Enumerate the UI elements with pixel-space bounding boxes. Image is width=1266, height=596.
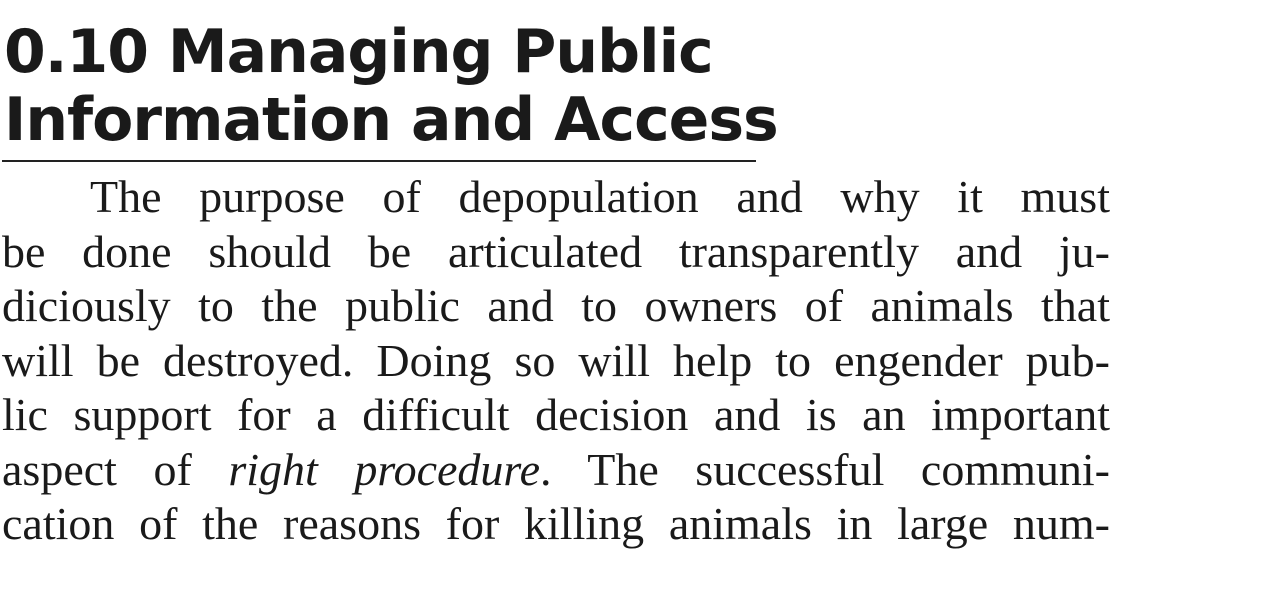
paragraph-line-7: cation of the reasons for killing animals in large num-: [2, 498, 1110, 549]
paragraph-line-4: will be destroyed. Doing so will help to engender pub-: [2, 334, 1110, 386]
paragraph-line-2: be done should be articulated transparently and ju-: [2, 225, 1110, 277]
heading-underline-rule: [2, 160, 756, 162]
paragraph-line-6-start: aspect of: [2, 443, 229, 495]
paragraph-line-5: lic support for a difficult decision and is an important: [2, 389, 1110, 440]
body-paragraph: [2, 170, 1110, 552]
paragraph-line-1: The purpose of depopulation and why it must: [90, 171, 1110, 222]
paragraph-line-6-end: . The successful communi-: [540, 443, 1110, 495]
section-heading: [4, 18, 778, 154]
emphasized-term: right procedure: [228, 443, 541, 495]
section-heading-line-1: 0.10 Managing Public: [4, 17, 713, 87]
section-heading-line-2: Information and Access: [4, 85, 778, 155]
paragraph-line-3: diciously to the public and to owners of animals that: [2, 280, 1110, 331]
paragraph-line-6: [2, 443, 1110, 498]
